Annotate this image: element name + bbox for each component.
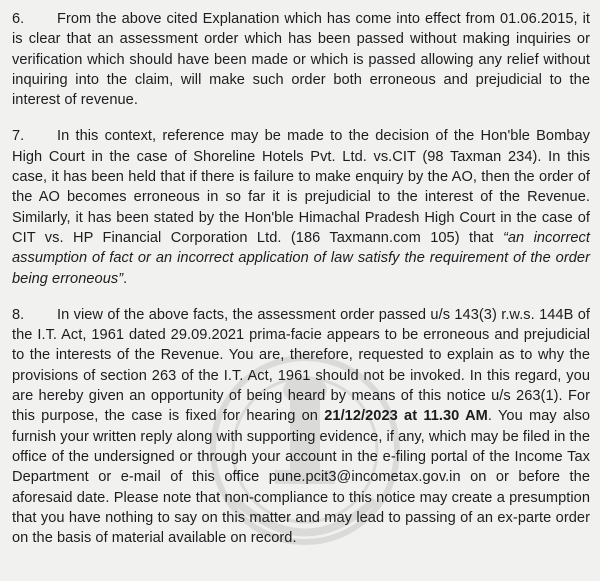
paragraph-text-part1: In view of the above facts, the assessment order passed u/s 143(3) r.w.s. 144B of the I.T. Act, 1961 dated 29.09.2021 prima-facie appears to be erroneous and prejudicial to the interests of the Revenue. You are, therefore, requested to explain as to why the provisions of section 263 of the I.T. Act, 1961 should not be invoked. In this regard, you are hereby given an opportunity of being heard by means of this notice u/s 263(1). For this purpose, the case is fixed for hearing on bbox=[12, 306, 590, 425]
paragraph-number: 8. bbox=[12, 306, 25, 323]
paragraph-7 bbox=[12, 126, 590, 288]
paragraph-text-part2: . You may also furnish your written reply along with supporting evidence, if any, which may be filed in the office of the undersigned or through your account in the e-filing portal of the Income Tax Department or e-mail of this office bbox=[12, 408, 590, 486]
paragraph-6 bbox=[12, 9, 590, 110]
paragraph-number: 7. bbox=[12, 128, 25, 145]
paragraph-tail: . bbox=[123, 270, 128, 287]
paragraph-text: In this context, reference may be made to the decision of the Hon'ble Bombay High Court in the case of Shoreline Hotels Pvt. Ltd. vs.CIT (98 Taxman 234). In this case, it has been held that if there is failure to make enquiry by the AO, then the order of the AO becomes erroneous in so far it is prejudicial to the interest of the Revenue. Similarly, it has been stated by the Hon'ble Himachal Pradesh High Court in the case of CIT vs. HP Financial Corporation Ltd. (186 Taxmann.com 105) that bbox=[12, 128, 590, 246]
paragraph-number: 6. bbox=[12, 11, 25, 27]
hearing-datetime: 21/12/2023 at 11.30 AM bbox=[324, 408, 488, 425]
paragraph-text: From the above cited Explanation which has come into effect from 01.06.2015, it is clear that an assessment order which has been passed without making inquiries or verification which should have been made or which is passed allowing any relief without inquiring into the claim, will make such order both erroneous and prejudicial to the interest of revenue. bbox=[12, 11, 590, 109]
paragraph-text-part3: on or before the aforesaid date. Please note that non-compliance to this notice may create a presumption that you have nothing to say on this matter and may lead to passing of an ex-parte order on the basis of material available on record. bbox=[12, 469, 590, 547]
court-quote: “an incorrect assumption of fact or an incorrect application of law satisfy the requirement of the order being erroneous” bbox=[12, 229, 590, 287]
office-email: pune.pcit3@incometax.gov.in bbox=[268, 469, 461, 486]
paragraph-8 bbox=[12, 305, 590, 549]
